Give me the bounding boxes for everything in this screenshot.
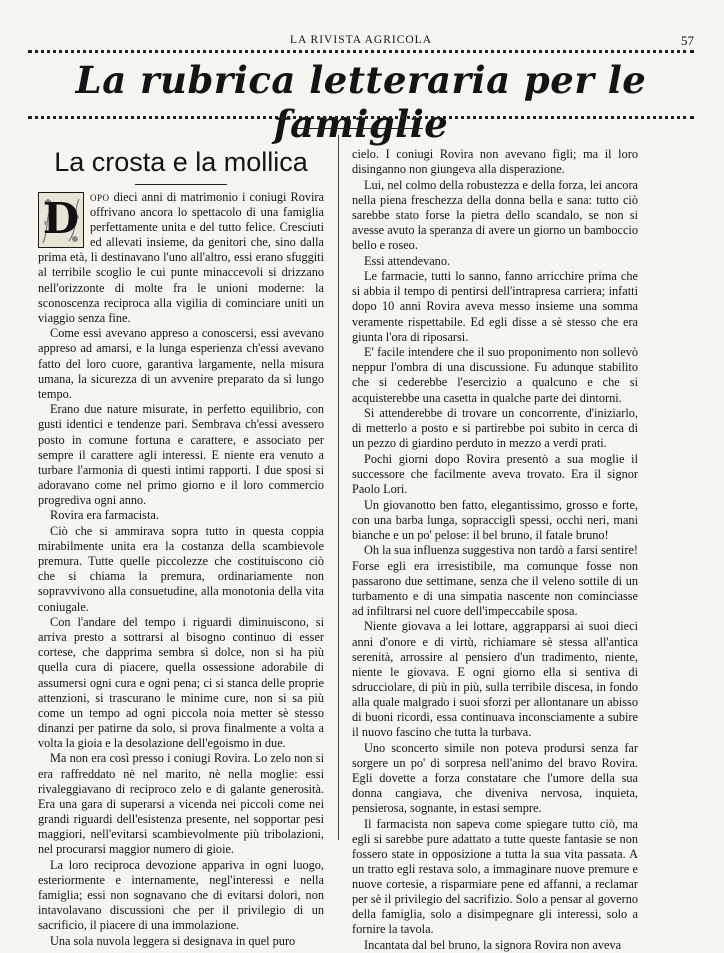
opening-smallcaps: opo <box>90 190 110 204</box>
journal-title: LA RIVISTA AGRICOLA <box>289 34 433 46</box>
paragraph: Le farmacie, tutti lo sanno, fanno arricchire prima che si abbia il tempo di pentirsi dell'intrapresa carriera; infatti dopo 10 anni Rovira aveva messo insieme una somma veramente rispettabile. Ed egli disse a sè stesso che era giunta l'ora di riposarsi. <box>352 269 638 344</box>
paragraph: E' facile intendere che il suo proponimento non sollevò neppur l'ombra di una discussione. Fu adunque stabilito che si cederebbe l'esercizio a qualcuno e che si acquisterebbe una casetta in qualche parte dei dintorni. <box>352 345 638 405</box>
paragraph: Essi attendevano. <box>364 253 451 268</box>
right-column <box>352 147 638 953</box>
story-title: La crosta e la mollica <box>54 147 308 177</box>
paragraph: Come essi avevano appreso a conoscersi, essi avevano appreso ad amarsi, e la lunga esperienza ch'essi avevano fatto del loro cuore, garantiva largamente, nella misura umana, la sicurezza di un avvenire preparato da sì lungo tempo. <box>38 326 324 401</box>
dotted-rule-bottom <box>28 116 694 119</box>
paragraph: Un giovanotto ben fatto, elegantissimo, grosso e forte, con una barba lunga, sopracciglì spessi, occhi neri, mani bianche e un po' pelose: il bel bruno, il fatale bruno! <box>352 497 638 542</box>
paragraph: Con l'andare del tempo i riguardi diminuiscono, si arriva presto a sottrarsi al bisogno continuo di esser cortese, che dapprima sembra sì dolce, non si ha più quella cura di piacere, quella ossessione adorabile di assumersi ogni cura e ogni pena; ci si stanca delle proprie attenzioni, si trascurano le minime cure, non si sa più come un tempo ad ogni piccola noia metter sè stesso dinanzi per patirne da solo, si prova finalmente a volta a volta la gioia e la desolazione dell'egoismo in due. <box>38 615 324 750</box>
paragraph: Il farmacista non sapeva come spiegare tutto ciò, ma egli si sarebbe pure adattato a tutte queste fantasie se non fossero state in opposizione a tutta la sua vita passata. A un tratto egli restava solo, a immaginare nuove premure e nuove cortesie, a risparmiare pene ed affanni, a reclamar per sè il privilegio del sacrifizio. Solo a pensar al governo della famiglia, solo a disimpegnare gli interessi, solo a fornire la tavola. <box>352 816 638 937</box>
story-title-rule <box>135 184 227 185</box>
paragraph: La loro reciproca devozione appariva in ogni luogo, esteriormente e internamente, negl'interessi e nella famiglia; essi non sognavano che di evitarsi dolori, non intavolavano discussioni che per il privilegio di un sacrificio, il piacere di una immolazione. <box>38 857 324 932</box>
drop-cap-ornament <box>38 192 84 248</box>
paragraph: Una sola nuvola leggera si designava in quel puro <box>50 933 296 948</box>
paragraph: Incantata dal bel bruno, la signora Rovira non aveva <box>364 937 622 952</box>
paragraph: Ciò che si ammirava sopra tutto in questa coppia mirabilmente unita era la costanza della scambievole premura. Tutte quelle piccolezze che costituiscono ciò che si chiama la premura, ordinariamente non sopravvivono alla consuetudine, alla monotonia della vita coniugale. <box>38 524 324 614</box>
title-underline <box>297 128 423 129</box>
column-divider <box>338 135 339 840</box>
paragraph: Pochi giorni dopo Rovira presentò a sua moglie il successore che facilmente aveva trovato. Era il signor Paolo Lori. <box>352 451 638 497</box>
page-number: 57 <box>681 33 694 48</box>
section-title: La rubrica letteraria per le famiglie <box>75 58 647 146</box>
continued-paragraph: cielo. I coniugi Rovira non avevano figli; ma il loro disinganno non giungeva alla disperazione. <box>352 147 638 177</box>
paragraph: Lui, nel colmo della robustezza e della forza, lei ancora nella piena freschezza della donna bella e sana: tutto ciò sarebbe stato forse la pietra dello scandalo, se non si avesse avuto la speranza di avere un giorno un bamboccio bello e roseo. <box>352 177 638 253</box>
paragraph: Si attenderebbe di trovare un concorrente, d'iniziarlo, di metterlo a posto e si partirebbe poi subito in cerca di un pezzo di giardino perduto in mezzo a verdi prati. <box>352 406 638 451</box>
left-column <box>38 190 324 949</box>
paragraph: Erano due nature misurate, in perfetto equilibrio, con gusti identici e tendenze pari. Sembrava ch'essi avessero posto in comune fortuna e carattere, e associato per sempre il carattere agli interessi. E niente era venuto a turbare l'armonia di questi intimi rapporti. I due sposi si adoravano come nel primo giorno e il loro commercio progrediva ogni anno. <box>38 402 324 507</box>
paragraph: Uno sconcerto simile non poteva prodursi senza far sorgere un po' di sorpresa nell'animo del bravo Rovira. Egli dovette a forza constatare che l'umore della sua donna cangiava, che diveniva nervosa, inquieta, pensierosa, sognante, in estasi sempre. <box>352 740 638 816</box>
paragraph: Rovira era farmacista. <box>50 508 159 523</box>
opening-paragraph <box>38 190 324 326</box>
dotted-rule-top <box>28 50 694 53</box>
paragraph: Ma non era così presso i coniugi Rovira. Lo zelo non si era raffreddato nè nel marito, nè nella moglie: essi rivaleggiavano di reciproco zelo e di galante generosità. Era una gara di superarsi a vicenda nei piccoli come nei grandi riguardi dell'esistenza presente, nel sopportar pesi maggiori, nell'evitarsi scambievolmente più tribolazioni, nel procurarsi maggior numero di gioie. <box>38 751 324 857</box>
opening-text: dieci anni di matrimonio i coniugi Rovira offrivano ancora lo spettacolo di una famiglia perfettamente unita e del tutto felice. Cresciuti ed allevati insieme, da genitori che, sino dalla prima età, li destinavano l'uno all'altro, essi erano sfuggiti al terribile scoglio le cui punte minaccevoli si drizzano nell'orizzonte di molte fra le unioni moderne: la sconoscenza reciproca alla vigilia di cominciare uniti un viaggio senza fine. <box>38 190 324 325</box>
paragraph: Niente giovava a lei lottare, aggrapparsi ai suoi dieci anni d'onore e di virtù, richiamare sè stessa all'antica serenità, arrossire al pensiero d'un tradimento, niente, niente le giovava. E ogni giorno ella si sentiva di sdrucciolare, di più in più, sulla terribile discesa, in fondo alla quale malgrado i suoi sforzi per allontanare un abisso di buoni ricordi, essa continuava inconsciamente a subire il nuovo fascino che tutta la turbava. <box>352 619 638 740</box>
running-header <box>28 30 694 48</box>
drop-cap-letter: D <box>42 194 80 243</box>
paragraph: Oh la sua influenza suggestiva non tardò a farsi sentire! Forse egli era irresistibile, ma comunque fosse non passarono due settimane, senza che il veleno sottile di un turbamento e di una simpatia nascente non cominciasse ad infiltrarsi nel cuore dell'impeccabile sposa. <box>352 543 638 618</box>
